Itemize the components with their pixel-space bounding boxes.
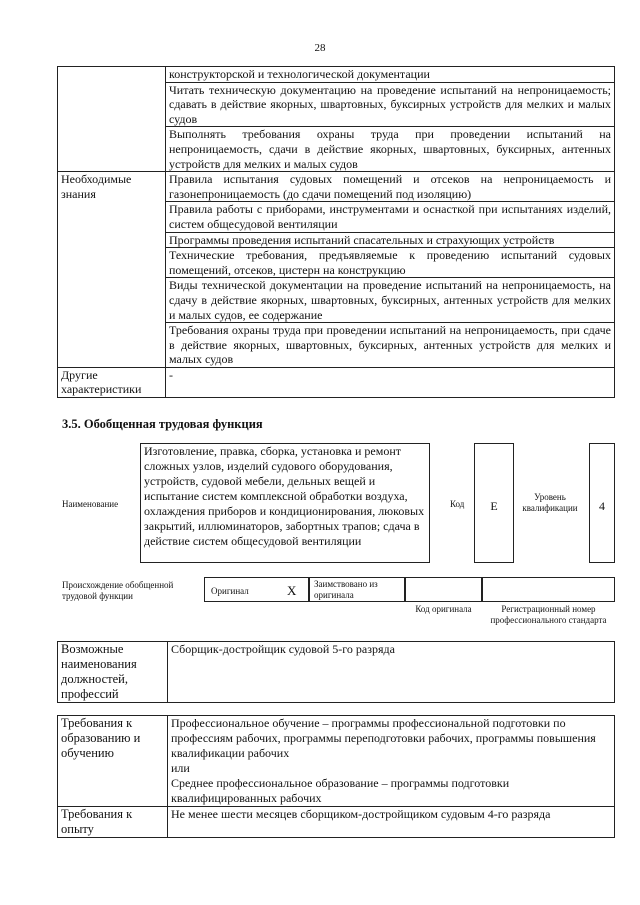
education-line: или	[171, 761, 190, 775]
section-title: 3.5. Обобщенная трудовая функция	[62, 417, 263, 431]
education-line: Профессиональное обучение – программы профессиональной подготовки по профессиям рабочих, программы переподготовки рабочих, программы повышения квалификации рабочих	[171, 716, 596, 760]
table-row	[58, 642, 615, 703]
positions-label: Возможные наименования должностей, профессий	[58, 642, 168, 703]
table-row	[58, 716, 615, 807]
table-cell: -	[166, 367, 615, 397]
table-cell: Виды технической документации на проведение испытаний на непроницаемость, на сдачу в действие якорных, швартовных, буксирных, антенных устройств для мелких и малых судов, ее содержание	[166, 278, 615, 323]
origin-label: Происхождение обобщенной трудовой функции	[62, 580, 174, 601]
positions-value: Сборщик-достройщик судовой 5-го разряда	[168, 642, 615, 703]
row-label-knowledge: Необходимые знания	[58, 172, 166, 368]
level-label: Уровень квалификации	[522, 492, 578, 513]
table-row	[58, 367, 615, 397]
table-cell: Правила работы с приборами, инструментами и оснасткой при испытаниях изделий, систем общесудовой вентиляции	[166, 202, 615, 232]
original-box	[204, 577, 309, 602]
table-cell: Читать техническую документацию на проведение испытаний на непроницаемость; сдавать в действие якорных, швартовных, буксирных устройств для мелких и малых судов	[166, 82, 615, 127]
table-cell: Технические требования, предъявляемые к проведению испытаний судовых помещений, отсеков, цистерн на конструкцию	[166, 248, 615, 278]
table-cell: конструкторской и технологической документации	[166, 67, 615, 83]
education-value	[168, 716, 615, 807]
code-original-box	[405, 577, 482, 602]
code-label: Код	[450, 499, 465, 509]
education-label: Требования к образованию и обучению	[58, 716, 168, 807]
reg-number-box	[482, 577, 615, 602]
skills-knowledge-table	[57, 66, 615, 398]
original-label: Оригинал	[211, 586, 249, 596]
level-value-box: 4	[589, 443, 615, 563]
table-cell: Правила испытания судовых помещений и отсеков на непроницаемость и газонепроницаемость (до сдачи помещений под изоляцию)	[166, 172, 615, 202]
page-number: 28	[314, 42, 326, 54]
code-original-label: Код оригинала	[415, 604, 472, 614]
row-label	[58, 67, 166, 172]
experience-value: Не менее шести месяцев сборщиком-достройщиком судовым 4-го разряда	[168, 807, 615, 838]
row-label-other: Другие характеристики	[58, 367, 166, 397]
table-row	[58, 67, 615, 83]
table-cell: Программы проведения испытаний спасательных и страхующих устройств	[166, 232, 615, 248]
borrowed-box	[309, 577, 405, 602]
original-mark: X	[287, 583, 297, 598]
function-name-box: Изготовление, правка, сборка, установка и ремонт сложных узлов, изделий судового оборудования, устройств, судовой мебели, дельных вещей и испытание систем комплексной обработки воздуха, охлаждения приборов и кондиционирования, люковых закрытий, иллюминаторов, забортных трапов; сдача в действие систем общесудовой вентиляции	[140, 443, 430, 563]
name-label: Наименование	[62, 499, 119, 509]
education-line: Среднее профессиональное образование – программы подготовки квалифицированных рабочих	[171, 776, 510, 805]
experience-label: Требования к опыту	[58, 807, 168, 838]
table-cell: Требования охраны труда при проведении испытаний на непроницаемость, при сдаче в действие якорных, швартовных, буксирных, антенных устройств для мелких и малых судов	[166, 323, 615, 368]
table-cell: Выполнять требования охраны труда при проведении испытаний на непроницаемость, сдачи в действие якорных, швартовных, буксирных, антенных устройств для мелких и малых судов	[166, 127, 615, 172]
requirements-table	[57, 715, 615, 838]
reg-number-label: Регистрационный номер профессионального стандарта	[490, 604, 607, 625]
borrowed-label: Заимствовано из оригинала	[314, 579, 378, 600]
code-value-box: E	[474, 443, 514, 563]
table-row	[58, 807, 615, 838]
table-row	[58, 172, 615, 202]
positions-table	[57, 641, 615, 703]
